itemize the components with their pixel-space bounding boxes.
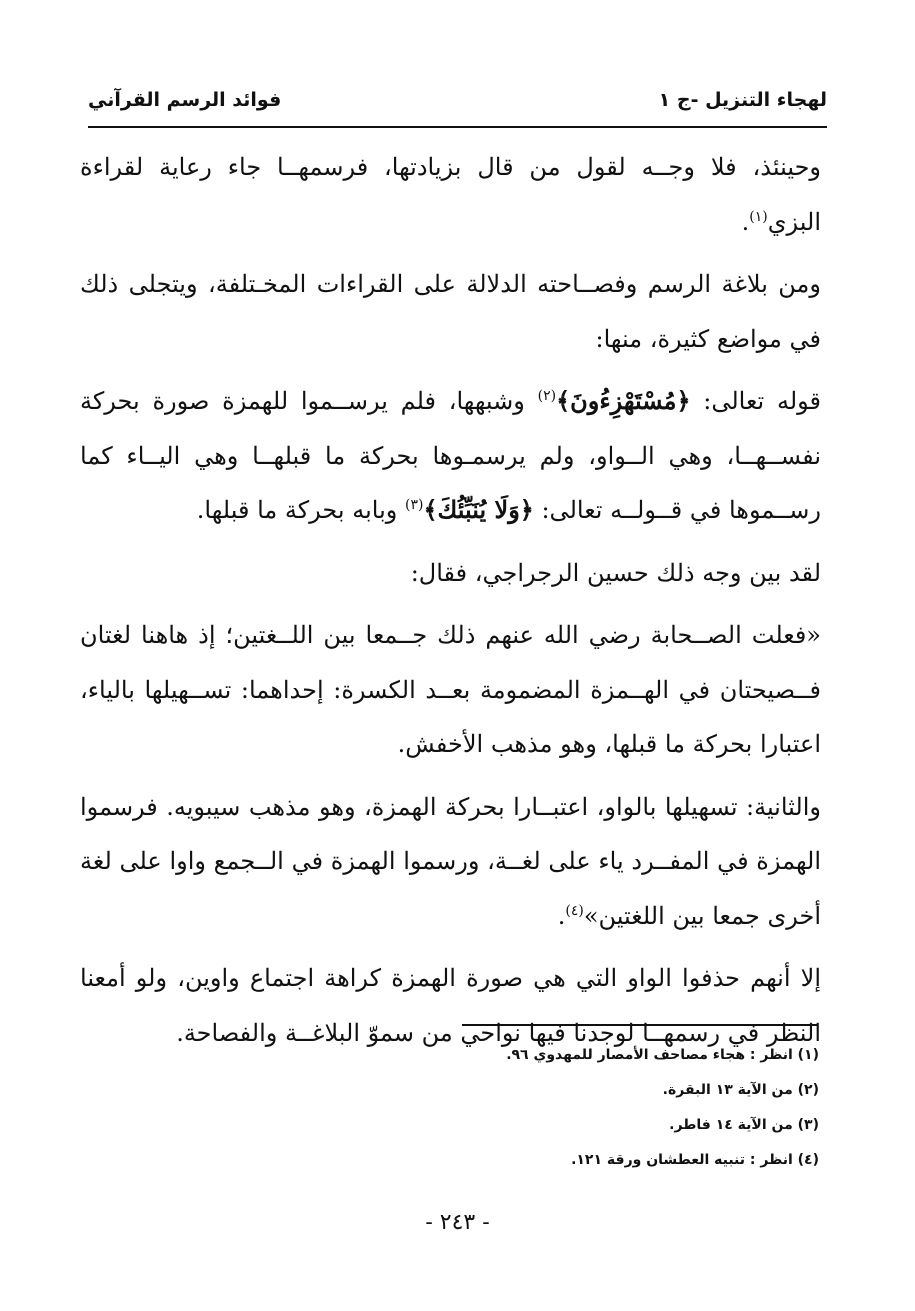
- running-header: [88, 78, 827, 122]
- paragraph: [80, 140, 821, 249]
- footnotes: [259, 1038, 819, 1178]
- quran-quote: ﴿مُسْتَهْزِءُونَ﴾: [556, 386, 691, 415]
- footnote-ref: (٢): [537, 388, 557, 404]
- text-run: وحينئذ، فلا وجــه لقول من قال بزيادتها، فرسمهــا جاء رعاية لقراءة البزي: [80, 153, 821, 236]
- text-run: .: [557, 901, 566, 930]
- book-title: لهجاء التنزيل -ج ١: [658, 89, 827, 111]
- main-text: [80, 140, 821, 1068]
- text-run: إلا أنهم حذفوا الواو التي هي صورة الهمزة كراهة اجتماع واوين، ولو أمعنا النظر في رسمهــا لوجدنا فيها نواحي من سموّ البلاغــة والفصاحة.: [80, 964, 821, 1047]
- text-run: والثانية: تسهيلها بالواو، اعتبــارا بحركة الهمزة، وهو مذهب سيبويه. فرسموا الهمزة في المفــرد ياء على لغــة، ورسموا الهمزة في الــجمع واوا على لغة أخرى جمعا بين اللغتين»: [80, 792, 821, 930]
- chapter-title: فوائد الرسم القرآني: [88, 89, 282, 111]
- footnote-ref: (١): [749, 208, 768, 225]
- footnote-ref: (٤): [565, 902, 584, 919]
- footnote-separator: [462, 1024, 818, 1026]
- text-run: وشبهها، فلم يرســموا للهمزة صورة بحركة نفســهــا، وهي الــواو، ولم يرسمـوها بحركة ما قبلهــا وهي اليــاء كما رســموها في قــولــه تعالى:: [80, 387, 821, 524]
- footnote-1: (١) انظر : هجاء مصاحف الأمصار للمهدوي ٩٦.: [506, 1047, 819, 1063]
- paragraph: [80, 780, 821, 944]
- footnote-ref: (٣): [404, 497, 424, 513]
- text-run: قوله تعالى:: [690, 387, 822, 415]
- text-run: «فعلت الصــحابة رضي الله عنهم ذلك جــمعا بين اللــغتين؛ إذ هاهنا لغتان فــصيحتان في الهــمزة المضمومة بعــد الكسرة: إحداهما: تســهيلها بالياء، اعتبارا بحركة ما قبلها، وهو مذهب الأخفش.: [80, 621, 821, 758]
- text-run: وبابه بحركة ما قبلها.: [196, 496, 405, 524]
- quran-quote: ﴿وَلَا يُنَبِّئُكَ﴾: [423, 495, 534, 524]
- text-run: ومن بلاغة الرسم وفصــاحته الدلالة على القراءات المخـتلفة، ويتجلى ذلك في مواضع كثيرة، منها:: [80, 270, 821, 353]
- paragraph: [80, 374, 821, 538]
- text-run: .: [741, 207, 750, 236]
- paragraph: [80, 608, 821, 772]
- paragraph: [80, 546, 821, 601]
- footnote-2: (٢) من الآية ١٣ البقرة.: [662, 1082, 819, 1098]
- paragraph: [80, 257, 821, 366]
- footnote-4: (٤) انظر : تنبيه العطشان ورقة ١٢١.: [571, 1152, 819, 1168]
- text-run: لقد بين وجه ذلك حسين الرجراجي، فقال:: [410, 558, 821, 587]
- footnote-3: (٣) من الآية ١٤ فاطر.: [669, 1117, 819, 1133]
- header-rule: [88, 126, 827, 128]
- page-number: - ٢٤٣ -: [425, 1210, 490, 1235]
